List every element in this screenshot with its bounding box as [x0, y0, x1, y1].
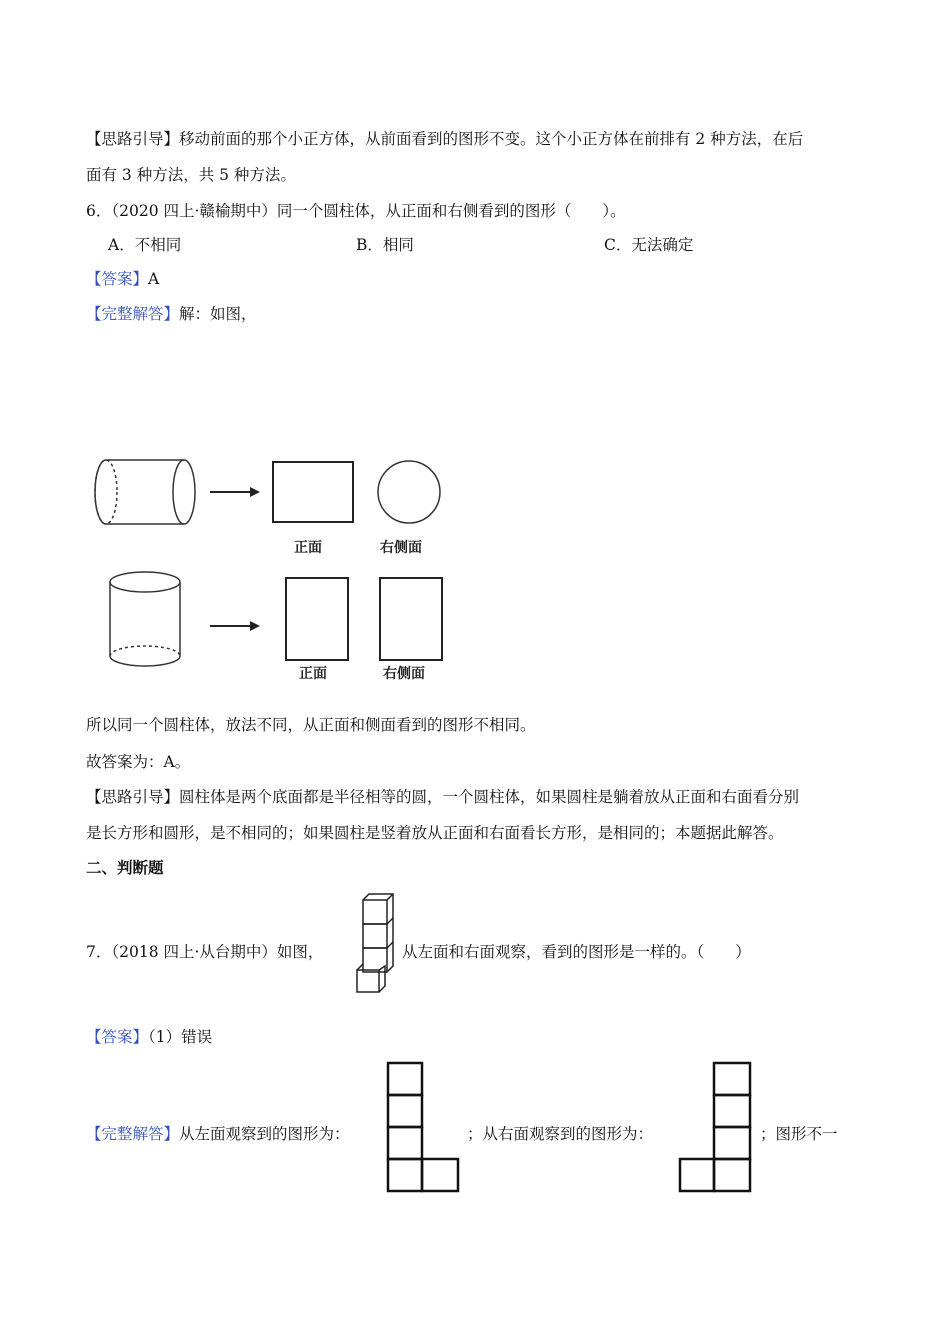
answer-value-7: （1）错误 — [148, 1028, 213, 1046]
solution-line-7 — [86, 1123, 350, 1145]
option-c: C．无法确定 — [604, 236, 694, 254]
question-7-stem-end: 从左面和右面观察，看到的图形是一样的。（ ） — [402, 943, 751, 961]
cylinder-views-figure — [88, 452, 458, 692]
final-answer-line: 故答案为：A。 — [86, 753, 191, 771]
guide-6-line-1: 【思路引导】圆柱体是两个底面都是半径相等的圆，一个圆柱体，如果圆柱是躺着放从正面和右面看分别 — [86, 788, 800, 806]
right-label-2: 右侧面 — [383, 666, 425, 682]
right-view-text: ；从右面观察到的图形为： — [467, 1125, 654, 1143]
left-view-text: 从左面观察到的图形为： — [179, 1125, 350, 1143]
answer-line-6 — [86, 268, 159, 290]
right-view-grid — [678, 1060, 754, 1194]
solution-line-6 — [86, 303, 257, 325]
arrow-icon-2 — [210, 621, 260, 631]
solution-text: 解：如图， — [179, 305, 257, 323]
cube-stack-figure — [354, 890, 394, 996]
arrow-icon-1 — [210, 487, 260, 497]
answer-line-7 — [86, 1026, 212, 1048]
right-view-rectangle-2 — [380, 578, 442, 660]
solution-tag-7: 【完整解答】 — [86, 1125, 180, 1143]
guide-line-2: 面有 3 种方法，共 5 种方法。 — [86, 166, 296, 184]
vertical-cylinder — [110, 572, 180, 666]
option-a: A．不相同 — [108, 236, 182, 254]
guide-6-line-2: 是长方形和圆形，是不相同的；如果圆柱是竖着放从正面和右面看长方形，是相同的；本题据此解答。 — [86, 824, 784, 842]
left-view-grid — [386, 1060, 462, 1194]
guide-line-1: 【思路引导】移动前面的那个小正方体，从前面看到的图形不变。这个小正方体在前排有 2 种方法，在后 — [86, 130, 804, 148]
front-view-rectangle — [273, 462, 353, 522]
question-7-stem-start: 7．（2018 四上·从台期中）如图， — [86, 943, 324, 961]
front-label-2: 正面 — [299, 666, 327, 682]
answer-tag-7: 【答案】 — [86, 1028, 149, 1046]
solution-tag: 【完整解答】 — [86, 305, 180, 323]
option-b: B．相同 — [356, 236, 414, 254]
answer-value: A — [148, 270, 160, 288]
conclusion-line: 所以同一个圆柱体，放法不同，从正面和侧面看到的图形不相同。 — [86, 716, 536, 734]
right-label-1: 右侧面 — [380, 540, 422, 556]
front-view-rectangle-2 — [286, 578, 348, 660]
section-title: 二、判断题 — [86, 858, 164, 877]
right-view-circle — [378, 461, 440, 523]
front-label-1: 正面 — [294, 540, 322, 556]
end-text: ；图形不一 — [760, 1125, 838, 1143]
question-6-stem: 6．（2020 四上·赣榆期中）同一个圆柱体，从正面和右侧看到的图形（ ）。 — [86, 202, 626, 220]
horizontal-cylinder — [95, 460, 195, 524]
answer-tag: 【答案】 — [86, 270, 149, 288]
